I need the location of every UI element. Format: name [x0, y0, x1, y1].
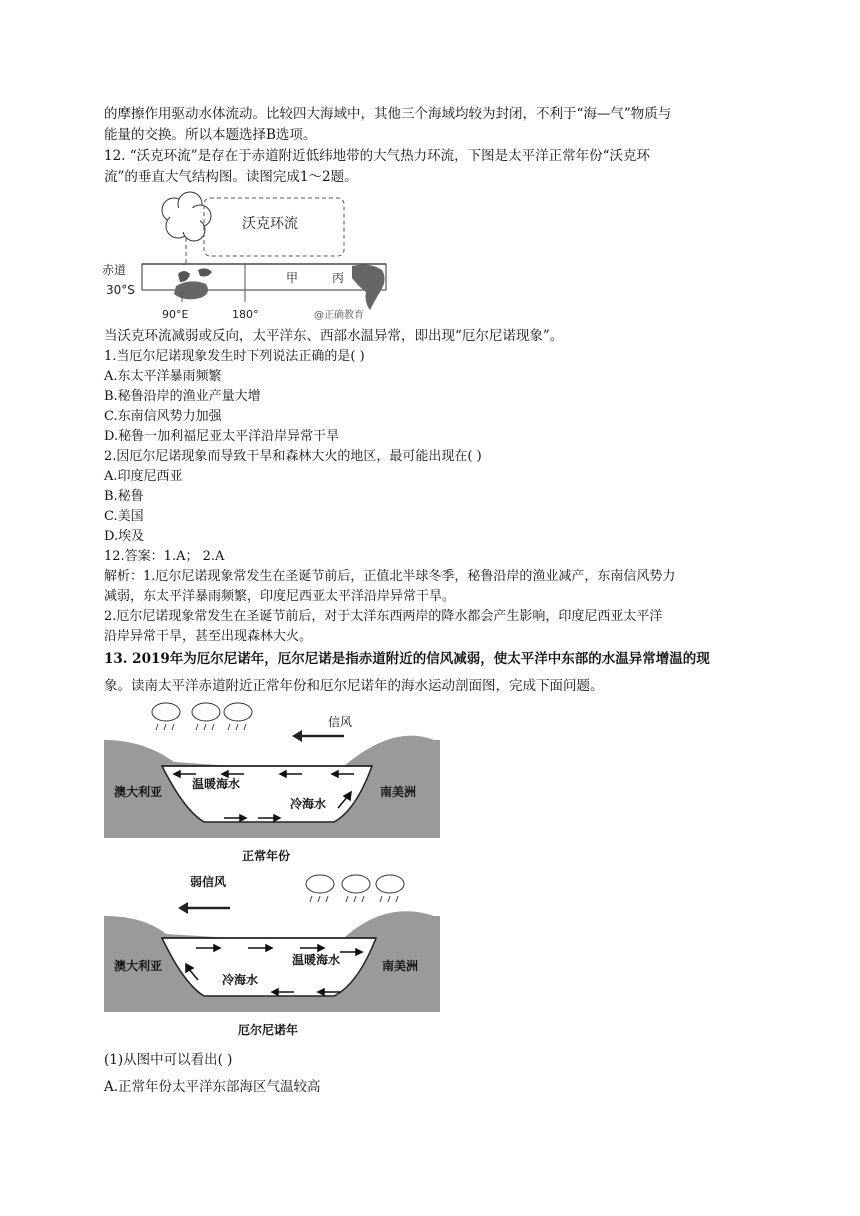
el-nino-year-caption: 厄尔尼诺年: [238, 1023, 299, 1037]
option-2b: B.秘鲁: [104, 489, 144, 504]
label-180: 180°: [232, 308, 259, 321]
text-line: 能量的交换。所以本题选择B选项。: [104, 127, 317, 143]
walker-note: 当沃克环流减弱或反向，太平洋东、西部水温异常，即出现“厄尔尼诺现象”。: [104, 328, 564, 344]
analysis-line: 解析：1.厄尔尼诺现象常发生在圣诞节前后，正值北半球冬季，秘鲁沿岸的渔业减产，东南信风势力: [104, 569, 676, 584]
question-13-1: (1)从图中可以看出( ): [104, 1052, 233, 1068]
label-equator: 赤道: [102, 263, 127, 277]
walker-circulation-figure: [100, 186, 400, 322]
normal-year-figure: [104, 700, 444, 868]
option-13-1a: A.正常年份太平洋东部海区气温较高: [104, 1079, 321, 1095]
normal-year-caption: 正常年份: [242, 849, 291, 863]
option-1d: D.秘鲁一加利福尼亚太平洋沿岸异常干旱: [104, 429, 340, 444]
left-continent-label: 澳大利亚: [114, 959, 163, 973]
option-1a: A.东太平洋暴雨频繁: [104, 369, 222, 384]
analysis-line: 2.厄尔尼诺现象常发生在圣诞节前后，对于太洋东西两岸的降水都会产生影响，印度尼西亚太平洋: [104, 609, 663, 624]
question-13-stem: 13. 2019年为厄尔尼诺年，厄尔尼诺是指赤道附近的信风减弱，使太平洋中东部的水温异常增温的现: [104, 651, 710, 667]
rain-cloud-icon: [306, 875, 404, 893]
warm-water-label: 温暖海水: [292, 953, 341, 967]
el-nino-year-figure: [104, 872, 444, 1040]
question-2: 2.因厄尔尼诺现象而导致干旱和森林大火的地区，最可能出现在( ): [104, 449, 482, 464]
option-2a: A.印度尼西亚: [104, 469, 183, 484]
answer-12: 12.答案：1.A； 2.A: [104, 549, 225, 564]
analysis-line: 减弱，东太平洋暴雨频繁，印度尼西亚太平洋沿岸异常干旱。: [104, 589, 456, 604]
right-continent-label: 南美洲: [380, 785, 417, 799]
option-1b: B.秘鲁沿岸的渔业产量大增: [104, 389, 261, 404]
cold-water-label: 冷海水: [290, 797, 327, 811]
option-1c: C.东南信风势力加强: [104, 409, 222, 424]
watermark: @正确教育: [314, 310, 364, 321]
text-line: 的摩擦作用驱动水体流动。比较四大海域中，其他三个海域均较为封闭，不利于“海—气”物质与: [104, 106, 672, 122]
option-2c: C.美国: [104, 509, 144, 524]
label-30s: 30°S: [106, 283, 135, 297]
label-jia: 甲: [286, 271, 299, 285]
wind-label: 信风: [328, 715, 353, 729]
text-line: 象。读南太平洋赤道附近正常年份和厄尔尼诺年的海水运动剖面图，完成下面问题。: [104, 678, 604, 694]
cold-water-label: 冷海水: [222, 973, 259, 987]
left-continent-label: 澳大利亚: [114, 785, 163, 799]
label-90e: 90°E: [162, 308, 189, 321]
walker-title: 沃克环流: [242, 216, 298, 232]
warm-water-label: 温暖海水: [192, 777, 241, 791]
label-bing: 丙: [332, 271, 345, 285]
question-12-stem: 12. “沃克环流”是存在于赤道附近低纬地带的大气热力环流，下图是太平洋正常年份“沃克环: [104, 148, 650, 164]
right-continent-label: 南美洲: [382, 959, 419, 973]
rain-cloud-icon: [152, 703, 252, 721]
text-line: 流”的垂直大气结构图。读图完成1～2题。: [104, 169, 358, 185]
wind-label: 弱信风: [190, 875, 227, 889]
option-2d: D.埃及: [104, 529, 145, 544]
question-1: 1.当厄尔尼诺现象发生时下列说法正确的是( ): [104, 349, 365, 364]
analysis-line: 沿岸异常干旱，甚至出现森林大火。: [104, 629, 313, 644]
